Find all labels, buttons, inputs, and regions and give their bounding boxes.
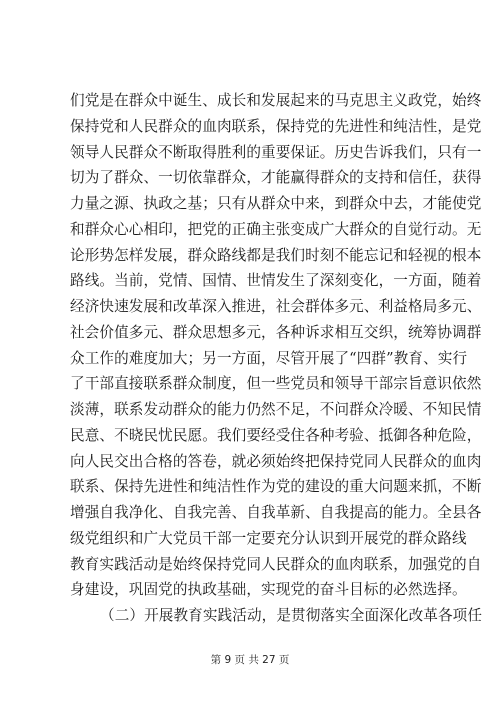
text-line: 淡薄，联系发动群众的能力仍然不足，不问群众冷暖、不知民情 [70, 401, 482, 418]
text-line: 向人民交出合格的答卷，就必须始终把保持党同人民群众的血肉 [70, 452, 482, 470]
text-line: 保持党和人民群众的血肉联系，保持党的先进性和纯洁性，是党 [70, 117, 482, 135]
text-line: 切为了群众、一切依靠群众，才能赢得群众的支持和信任，获得 [70, 169, 482, 187]
section-heading-line: （二）开展教育实践活动，是贯彻落实全面深化改革各项任 [100, 607, 483, 624]
text-line: 经济快速发展和改革深入推进，社会群体多元、利益格局多元、 [70, 298, 482, 315]
text-line: 级党组织和广大党员干部一定要充分认识到开展党的群众路线 [70, 529, 467, 547]
text-line: 民意、不晓民忧民愿。我们要经受住各种考验、抵御各种危险， [70, 426, 482, 444]
text-line: 了干部直接联系群众制度，但一些党员和领导干部宗旨意识依然 [70, 375, 482, 393]
text-line: 教育实践活动是始终保持党同人民群众的血肉联系，加强党的自 [70, 555, 482, 573]
text-line: 增强自我净化、自我完善、自我革新、自我提高的能力。全县各 [70, 504, 482, 521]
text-line: 力量之源、执政之基；只有从群众中来，到群众中去，才能使党 [70, 195, 482, 212]
page-footer: 第 9 页 共 27 页 [210, 654, 290, 666]
document-body [70, 88, 483, 629]
text-line: 论形势怎样发展，群众路线都是我们时刻不能忘记和轻视的根本 [70, 246, 482, 264]
text-line: 身建设，巩固党的执政基础，实现党的奋斗目标的必然选择。 [70, 581, 467, 599]
text-line: 领导人民群众不断取得胜利的重要保证。历史告诉我们，只有一 [70, 143, 482, 161]
text-line: 和群众心心相印，把党的正确主张变成广大群众的自觉行动。无 [70, 220, 482, 238]
text-line: 们党是在群众中诞生、成长和发展起来的马克思主义政党，始终 [70, 92, 482, 109]
text-line: 路线。当前，党情、国情、世情发生了深刻变化，一方面，随着 [70, 272, 482, 290]
text-line: 众工作的难度加大；另一方面，尽管开展了“四群”教育、实行 [70, 349, 468, 367]
text-line: 社会价值多元、群众思想多元，各种诉求相互交织，统筹协调群 [70, 323, 482, 341]
text-line: 联系、保持先进性和纯洁性作为党的建设的重大问题来抓，不断 [70, 478, 482, 496]
